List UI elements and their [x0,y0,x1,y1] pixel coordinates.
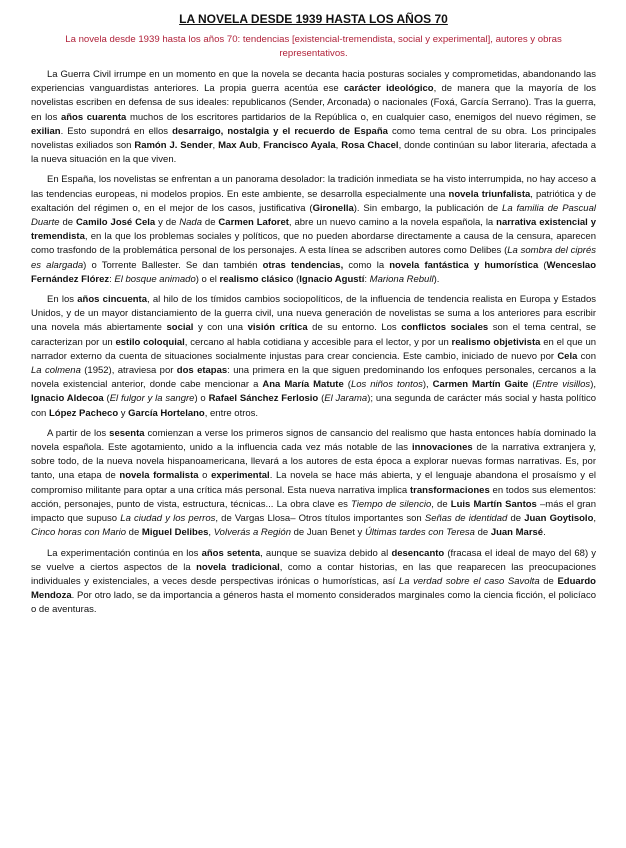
text-run: de [59,217,76,229]
bold-text: Ramón J. Sender [134,140,213,152]
text-run: : [109,273,115,285]
bold-text: años setenta [201,547,261,559]
bold-text: experimental [211,470,270,482]
text-run: y con una [193,322,248,334]
bold-text: Ignacio Agustí [299,273,365,285]
text-run: . Por otro lado, se da importancia a géneros hasta el momento considerados marginales como la ciencia ficción, el policíaco o de aventuras. [31,590,596,616]
text-run: de su entorno. Los [307,322,402,334]
text-run: ) o el [195,273,220,285]
text-run: comienzan a verse los primeros signos de cansancio del realismo que hasta entonces había dominado la novela española. Este agotamiento, unido a la influencia cada vez más notable de las [31,427,597,454]
bold-text: novela triunfalista [448,188,531,200]
text-run: La experimentación continúa en los [47,547,202,559]
bold-text: Juan Goytisolo [524,513,594,525]
bold-text: López Pacheco [48,407,119,419]
bold-text: transformaciones [410,484,490,496]
text-run: , patriótica y de exaltación del régimen o, en el mejor de los casos, justificativa ( [31,188,596,214]
text-run: muchos de los escritores partidarios de la República o, en cualquier caso, enemigos del nuevo régimen, se [126,111,596,123]
bold-text: Camilo José Cela [75,217,156,229]
bold-text: Rafael Sánchez Ferlosio [208,393,319,405]
paragraph [31,68,596,167]
italic-text: La familia de Pascual Duarte [31,202,596,229]
paragraph [31,293,596,421]
text-run: , aunque se suaviza debido al [260,547,392,559]
bold-text: social [166,322,194,334]
text-run: ( [293,273,300,285]
paragraph [31,547,596,618]
bold-text: Miguel Delibes [141,527,209,539]
italic-text: Cinco horas con Mario [31,527,127,539]
text-run: . La novela se hace más abierta, y el lenguaje abandona el prosaísmo y el compromiso militante para optar a una crítica más personal. Esta nueva narrativa implica [31,470,596,496]
bold-text: Max Aub [218,140,258,152]
text-run: , de Vargas Llosa– Otros títulos importantes son [215,513,425,525]
text-run: ( [318,393,325,405]
text-run: , de [431,498,451,510]
bold-text: estilo coloquial [115,336,185,348]
paragraph [31,173,596,287]
bold-text: visión crítica [247,322,308,334]
text-run: , [208,527,214,539]
text-run: (1952), atraviesa por [80,365,177,377]
text-run: ) o [194,393,209,405]
text-run: ). Sin embargo, la publicación de [353,202,503,214]
document-body [31,68,596,618]
text-run: como la [343,259,390,271]
bold-text: exilian [31,125,61,137]
text-run: , abre un nuevo camino a la novela española, la [288,217,497,229]
text-run: ( [528,379,536,391]
text-run: en todos sus elementos: acción, personajes, punto de vista, estructura, técnicas... La obra clave es [31,484,596,510]
page-title: LA NOVELA DESDE 1939 HASTA LOS AÑOS 70 [179,12,448,26]
text-run: , [593,513,597,525]
italic-text: Nada [179,217,202,229]
bold-text: años cincuenta [77,294,148,306]
bold-text: años cuarenta [60,111,127,123]
italic-text: Los niños tontos [350,379,423,391]
text-run: , entre otros. [204,407,259,419]
italic-text: La verdad sobre el caso Savolta [398,575,540,587]
bold-text: Rosa Chacel [341,140,399,152]
text-run: o [198,470,212,482]
text-run: , [335,140,342,152]
text-run: –más el gran impacto que supuso [31,498,596,525]
bold-text: dos etapas [176,365,228,377]
italic-text: Tiempo de silencio [351,498,432,510]
text-run: En los [47,294,78,306]
text-run: ( [538,259,547,271]
bold-text: otras tendencias, [262,259,344,271]
text-run: de [507,513,525,525]
text-run: ) o Torrente Ballester. Se dan también [83,259,263,271]
text-run: de [126,527,142,539]
bold-text: Ignacio Aldecoa [31,393,104,405]
text-run: de [539,575,558,587]
text-run: , al hilo de los tímidos cambios sociopolíticos, de la influencia de tendencia realista en Europa y Estados Unidos, y de un mayor distanciamiento de la guerra civil, una nueva generación de novelistas se suma a los anteriores para escribir una novela más abiertamente [31,294,596,334]
text-run: ), [422,379,433,391]
bold-text: Wenceslao Fernández Flórez [31,259,597,285]
bold-text: Luis Martín Santos [450,498,537,510]
bold-text: sesenta [109,427,145,439]
text-run: son el tema central, se caracterizan por un [31,322,596,348]
bold-text: Ana María Matute [262,379,344,391]
text-run: de Juan Benet y [290,527,365,539]
text-run: de [202,217,219,229]
text-run: de la narrativa extranjera y, sobre todo, de la nueva novela hispanoamericana, llevará a los autores de esta época a explorar nuevas formas narrativas. Es, por tanto, una etapa de [31,442,596,482]
bold-text: Eduardo Mendoza [31,575,596,602]
italic-text: El bosque animado [114,273,196,285]
italic-text: Entre visillos [535,379,591,391]
italic-text: La colmena [31,365,81,377]
text-run: ), [590,379,596,391]
italic-text: La sombra del ciprés es alargada [31,245,596,271]
text-run: . Esto supondrá en ellos [60,125,173,137]
bold-text: narrativa existencial y tremendista [31,217,596,243]
text-run: , cercano al habla cotidiana y accesible para el lector, y por un [184,336,452,348]
text-run: ); una segunda de carácter más social y hasta político con [31,393,596,419]
text-run: ( [103,393,110,405]
text-run: , como a contar historias, en las que reaparecen las preocupaciones individuales y existenciales, a veces desde perspectivas irónicas o humorísticas, así [31,561,596,587]
text-run: y de [155,217,180,229]
text-run: A partir de los [47,427,110,439]
text-run: como tema central de su obra. Los principales novelistas exiliados son [31,125,596,152]
italic-text: El Jarama [324,393,368,405]
bold-text: García Hortelano [128,407,205,419]
bold-text: novela formalista [119,470,199,482]
italic-text: Volverás a Región [213,527,291,539]
bold-text: innovaciones [411,442,473,454]
page-subtitle: La novela desde 1939 hasta los años 70: tendencias [existencial-tremendista, social y experimental], autores y obras representativos. [65,34,562,59]
italic-text: Mariona Rebull [369,273,434,285]
bold-text: desencanto [391,547,445,559]
bold-text: carácter ideológico [343,83,434,95]
bold-text: conflictos sociales [401,322,489,334]
text-run: : una primera en la que siguen predominando los enfoques personales, cercanos a la novela existencial anterior, donde cabe mencionar a [31,365,597,391]
text-run: ). [433,273,440,285]
text-run: , [257,140,264,152]
bold-text: Carmen Laforet [218,217,289,229]
bold-text: desarraigo, nostalgia y el recuerdo de España [172,125,388,137]
text-run: ( [343,379,351,391]
text-run: , donde continúan su labor literaria, afectada a la nueva situación en la que viven. [31,140,597,166]
text-run: de [474,527,491,539]
bold-text: Gironella [312,202,354,214]
text-run: , [212,140,219,152]
text-run: . [543,527,546,539]
text-run: , en la que los problemas sociales y políticos, que no pueden abordarse directamente a causa de la censura, aparecen como trasfondo de la problemática personal de los personajes. A esta línea se adscriben autores como Delibes ( [31,231,596,257]
bold-text: novela tradicional [196,561,280,573]
text-run: : [364,273,370,285]
bold-text: novela fantástica y humorística [389,259,539,271]
bold-text: Carmen Martín Gaite [432,379,529,391]
text-run: y [118,407,129,419]
bold-text: realismo clásico [219,273,294,285]
bold-text: Francisco Ayala [263,140,336,152]
text-run: (fracasa el ideal de mayo del 68) y se vuelve a ciertos aspectos de la [31,547,597,573]
italic-text: El fulgor y la sangre [109,393,195,405]
text-run: La Guerra Civil irrumpe en un momento en que la novela se decanta hacia posturas sociales y comprometidas, abandonando las experiencias vanguardistas anteriores. La propia guerra acentúa ese [31,69,596,95]
paragraph [31,427,596,541]
text-run: , de manera que la mayoría de los novelistas escriben en defensa de sus ideales: republicanos (Sender, Arconada) o nacionales (Foxá, García Serrano). Tras la guerra, en los [31,83,596,123]
text-run: en el que un narrador externo da cuenta de situaciones socialmente injustas para crear conciencia. Este cambio, iniciado de nuevo por [31,336,597,362]
italic-text: Últimas tardes con Teresa [364,527,475,539]
bold-text: realismo objetivista [451,336,541,348]
italic-text: La ciudad y los perros [120,513,216,525]
text-run: En España, los novelistas se enfrentan a un panorama desolador: la tradición inmediata se ha visto interrumpida, no hay acceso a las tendencias europeas, ni modelos propios. En este ambiente, se desarrolla especialmente una [31,174,596,200]
italic-text: Señas de identidad [424,513,508,525]
text-run: con [577,350,596,362]
bold-text: Cela [557,350,578,362]
bold-text: Juan Marsé [490,527,544,539]
